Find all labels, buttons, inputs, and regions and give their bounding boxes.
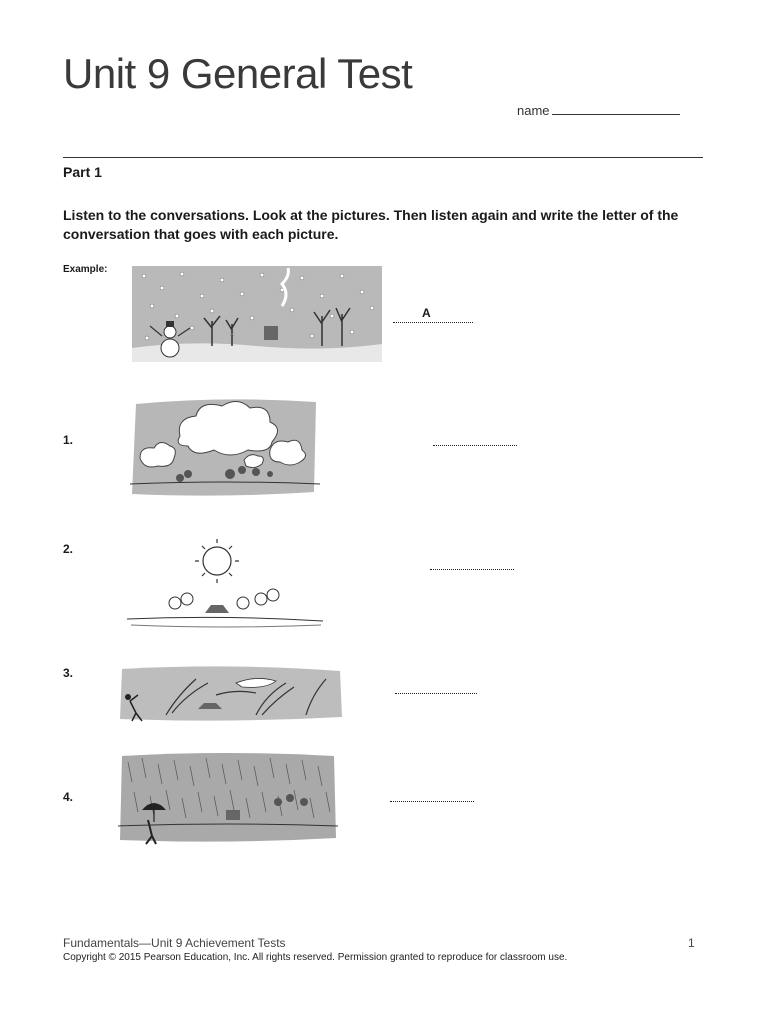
question-number-4: 4. [63, 790, 74, 804]
page-number: 1 [688, 936, 695, 950]
header-divider [63, 157, 703, 158]
sunny-weather-illustration [125, 535, 325, 635]
answer-line-2[interactable] [430, 569, 514, 570]
example-label: Example: [63, 264, 108, 275]
name-label: name [517, 103, 550, 118]
name-field[interactable] [517, 102, 680, 118]
copyright-notice: Copyright © 2015 Pearson Education, Inc. All rights reserved. Permission granted to reproduce for classroom use. [63, 952, 568, 963]
cloudy-weather-illustration [130, 398, 320, 498]
question-number-1: 1. [63, 433, 74, 447]
instructions: Listen to the conversations. Look at the pictures. Then listen again and write the letter of the conversation that goes with each picture. [63, 207, 679, 242]
answer-line-1[interactable] [433, 445, 517, 446]
question-number-2: 2. [63, 542, 74, 556]
part-heading: Part 1 [63, 164, 102, 180]
rainy-weather-illustration [118, 752, 338, 847]
page-title: Unit 9 General Test [63, 50, 413, 97]
footer-series: Fundamentals—Unit 9 Achievement Tests [63, 936, 286, 950]
answer-line-4[interactable] [390, 801, 474, 802]
example-answer: A [422, 306, 431, 320]
example-answer-line [393, 322, 473, 323]
question-number-3: 3. [63, 666, 74, 680]
snowy-weather-illustration [132, 266, 382, 366]
name-blank[interactable] [552, 102, 680, 115]
answer-line-3[interactable] [395, 693, 477, 694]
windy-weather-illustration [116, 665, 346, 725]
